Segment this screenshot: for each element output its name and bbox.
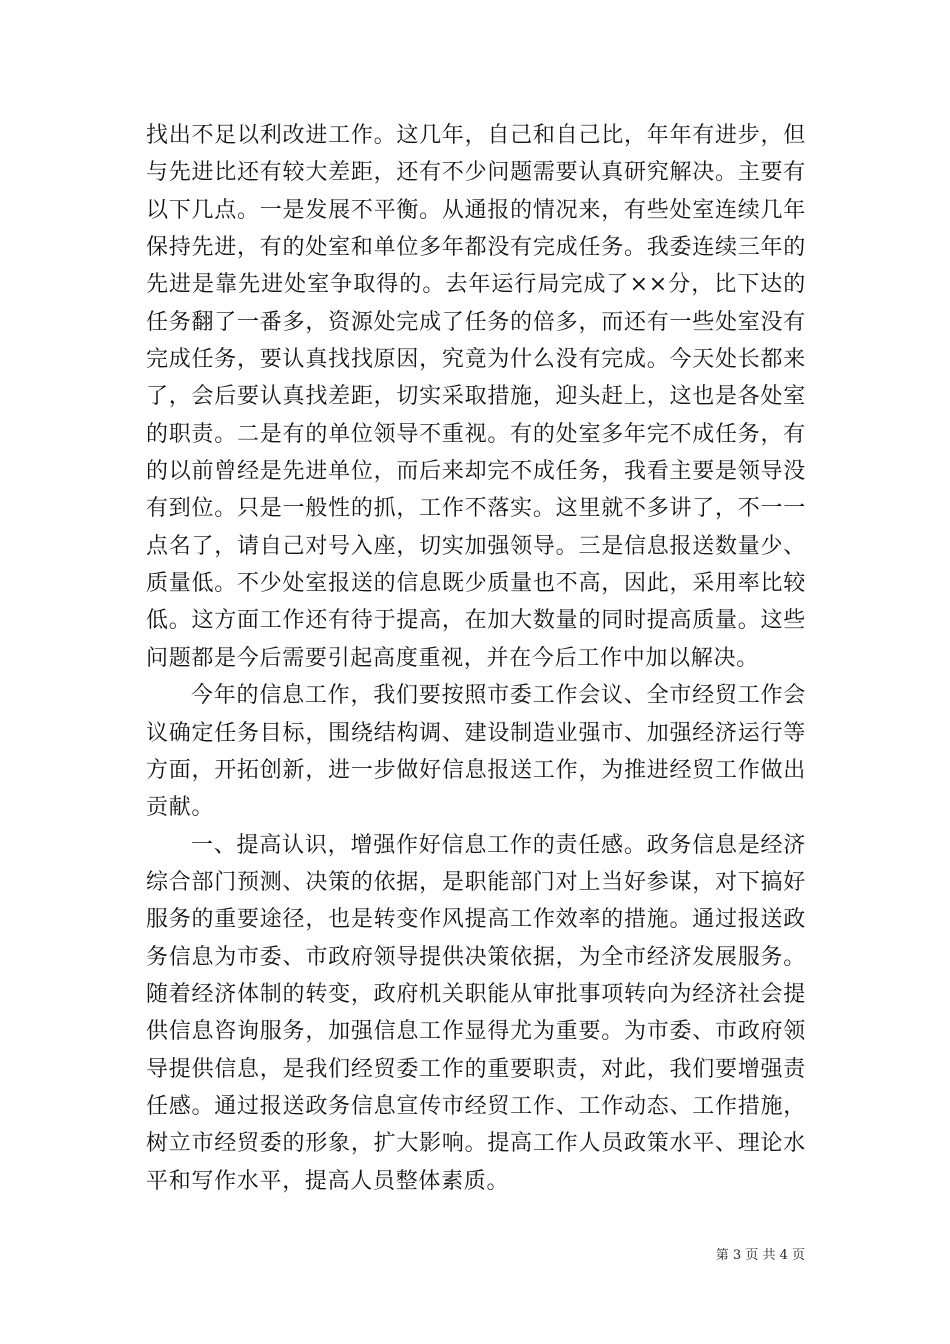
body-text-line: 树立市经贸委的形象，扩大影响。提高工作人员政策水平、理论水 — [146, 1131, 806, 1157]
body-text-line: 问题都是今后需要引起高度重视，并在今后工作中加以解决。 — [146, 645, 759, 671]
body-text-line: 贡献。 — [146, 795, 215, 821]
body-text-line: 供信息咨询服务，加强信息工作显得尤为重要。为市委、市政府领 — [146, 1019, 806, 1045]
body-text-line: 先进是靠先进处室争取得的。去年运行局完成了××分，比下达的 — [146, 272, 806, 298]
body-text-line: 综合部门预测、决策的依据，是职能部门对上当好参谋，对下搞好 — [146, 869, 806, 895]
body-text-line: 随着经济体制的转变，政府机关职能从审批事项转向为经济社会提 — [146, 981, 806, 1007]
paragraph-first-line: 一、提高认识，增强作好信息工作的责任感。政务信息是经济 — [191, 832, 806, 858]
body-text-line: 务信息为市委、市政府领导提供决策依据，为全市经济发展服务。 — [146, 944, 806, 970]
body-text-line: 的职责。二是有的单位领导不重视。有的处室多年完不成任务，有 — [146, 421, 806, 447]
body-text-line: 点名了，请自己对号入座，切实加强领导。三是信息报送数量少、 — [146, 533, 806, 559]
body-text-line: 任感。通过报送政务信息宣传市经贸工作、工作动态、工作措施， — [146, 1093, 806, 1119]
body-text-line: 保持先进，有的处室和单位多年都没有完成任务。我委连续三年的 — [146, 235, 806, 261]
body-text — [146, 117, 806, 1200]
body-text-line: 有到位。只是一般性的抓，工作不落实。这里就不多讲了，不一一 — [146, 496, 806, 522]
body-text-line: 与先进比还有较大差距，还有不少问题需要认真研究解决。主要有 — [146, 160, 806, 186]
body-text-line: 服务的重要途径，也是转变作风提高工作效率的措施。通过报送政 — [146, 907, 806, 933]
paragraph-first-line: 今年的信息工作，我们要按照市委工作会议、全市经贸工作会 — [191, 683, 806, 709]
body-text-line: 导提供信息，是我们经贸委工作的重要职责，对此，我们要增强责 — [146, 1056, 806, 1082]
body-text-line: 方面，开拓创新，进一步做好信息报送工作，为推进经贸工作做出 — [146, 757, 806, 783]
body-text-line: 了，会后要认真找差距，切实采取措施，迎头赶上，这也是各处室 — [146, 384, 806, 410]
body-text-line: 完成任务，要认真找找原因，究竟为什么没有完成。今天处长都来 — [146, 347, 806, 373]
body-text-line: 平和写作水平，提高人员整体素质。 — [146, 1168, 510, 1194]
page-number-footer: 第 3 页 共 4 页 — [715, 1248, 805, 1263]
body-text-line: 低。这方面工作还有待于提高，在加大数量的同时提高质量。这些 — [146, 608, 806, 634]
body-text-line: 议确定任务目标，围绕结构调、建设制造业强市、加强经济运行等 — [146, 720, 806, 746]
body-text-line: 任务翻了一番多，资源处完成了任务的倍多，而还有一些处室没有 — [146, 309, 806, 335]
body-text-line: 的以前曾经是先进单位，而后来却完不成任务，我看主要是领导没 — [146, 459, 806, 485]
body-text-line: 以下几点。一是发展不平衡。从通报的情况来，有些处室连续几年 — [146, 197, 806, 223]
body-text-line: 找出不足以利改进工作。这几年，自己和自己比，年年有进步，但 — [146, 123, 806, 148]
body-text-line: 质量低。不少处室报送的信息既少质量也不高，因此，采用率比较 — [146, 571, 806, 597]
